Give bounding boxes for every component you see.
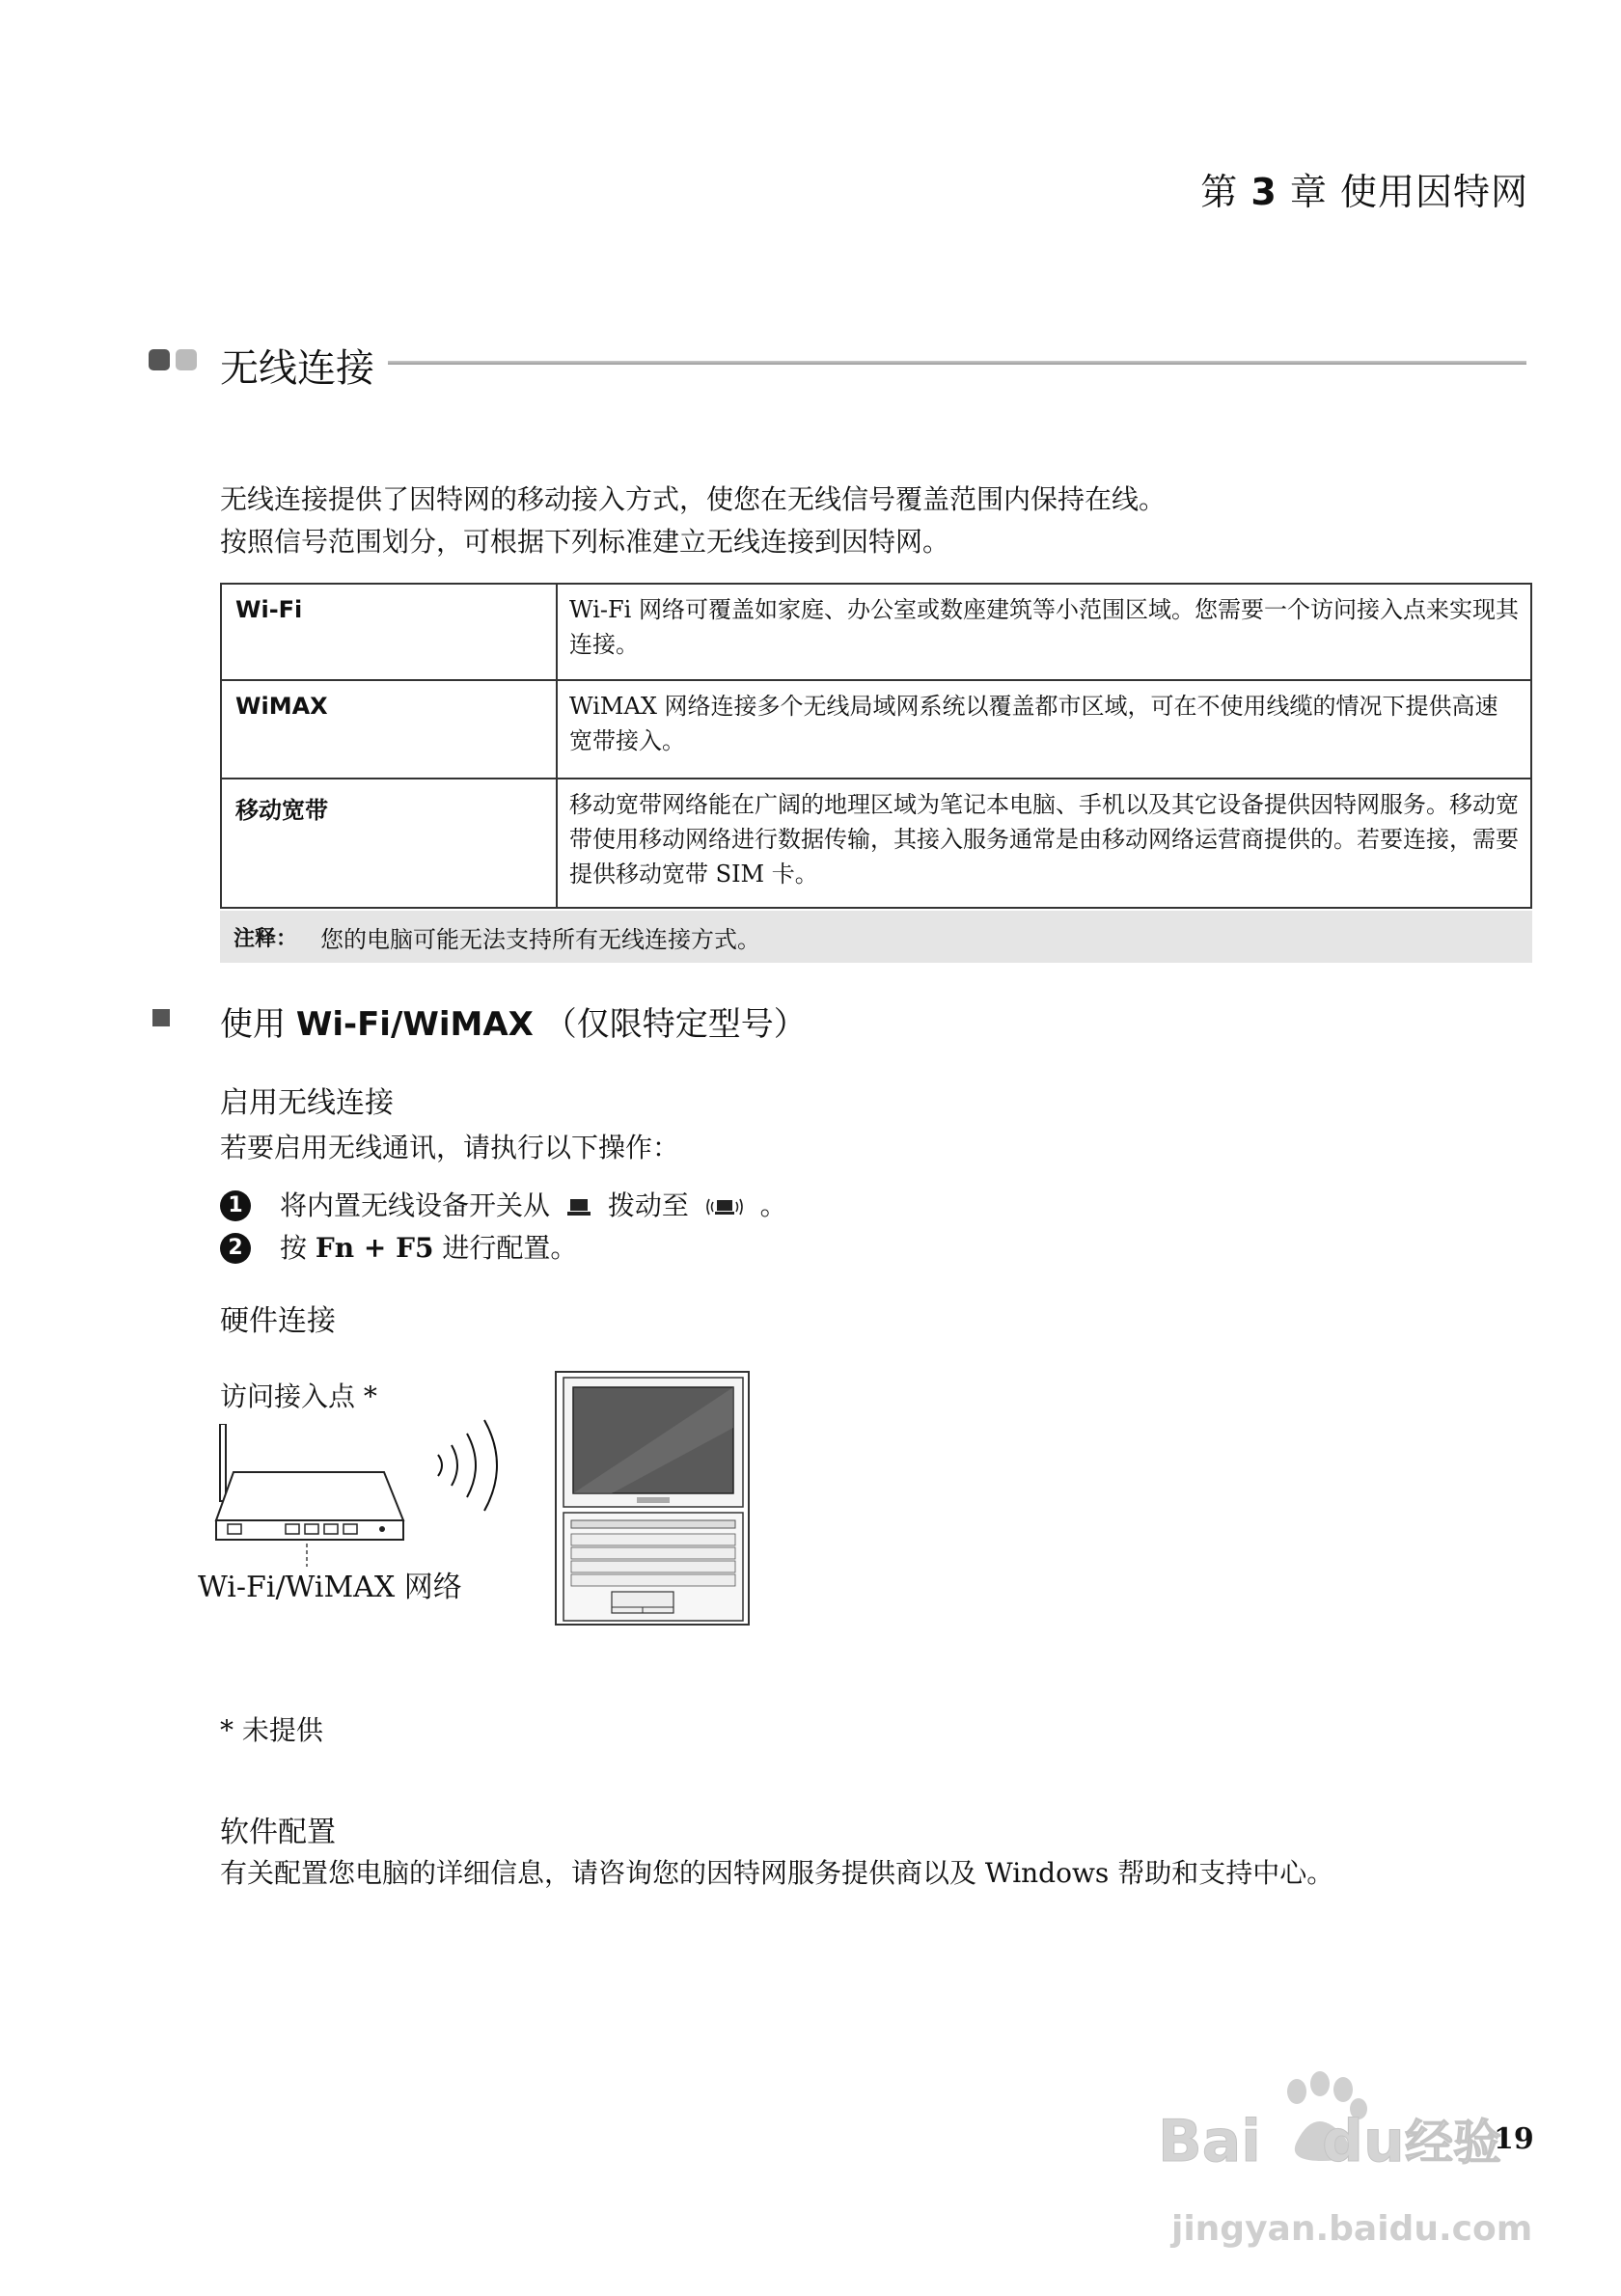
software-description: 有关配置您电脑的详细信息，请咨询您的因特网服务提供商以及 Windows 帮助和支持中心。 xyxy=(220,1857,1334,1889)
note-box xyxy=(220,911,1532,963)
laptop-illustration xyxy=(554,1370,753,1626)
laptop-off-icon xyxy=(564,1196,593,1219)
section-heading xyxy=(145,338,1526,391)
subsection-heading xyxy=(220,998,807,1045)
enable-description: 若要启用无线通讯，请执行以下操作： xyxy=(220,1132,680,1163)
subsection-suffix: （仅限特定型号） xyxy=(543,1005,807,1044)
step-number: 2 xyxy=(220,1233,251,1264)
chapter-header xyxy=(1200,162,1528,215)
step-2-before: 按 xyxy=(280,1232,308,1264)
table-row xyxy=(221,584,1531,680)
footnote: * 未提供 xyxy=(220,1714,323,1746)
section-title: 无线连接 xyxy=(220,346,374,391)
svg-text:经验: 经验 xyxy=(1405,2115,1501,2171)
chapter-title: 章 使用因特网 xyxy=(1289,171,1528,213)
page-number: 19 xyxy=(1494,2122,1534,2156)
step-1-before: 将内置无线设备开关从 xyxy=(280,1189,551,1221)
table-row xyxy=(221,680,1531,779)
table-key: 移动宽带 xyxy=(221,779,557,908)
enable-heading: 启用无线连接 xyxy=(220,1086,394,1120)
step-2-after: 进行配置。 xyxy=(442,1232,578,1264)
subsection-name: Wi-Fi/WiMAX xyxy=(295,1005,534,1044)
table-key: WiMAX xyxy=(221,680,557,779)
intro-line-2: 按照信号范围划分，可根据下列标准建立无线连接到因特网。 xyxy=(220,526,950,558)
connection-types-table xyxy=(220,583,1532,909)
chapter-prefix: 第 xyxy=(1200,171,1239,213)
watermark-url: jingyan.baidu.com xyxy=(1171,2209,1533,2249)
note-label: 注释： xyxy=(234,927,298,951)
step-number: 1 xyxy=(220,1190,251,1221)
table-value: 移动宽带网络能在广阔的地理区域为笔记本电脑、手机以及其它设备提供因特网服务。移动宽带使用移动网络进行数据传输，其接入服务通常是由移动网络运营商提供的。若要连接，需要提供移动宽带 SIM 卡。 xyxy=(557,779,1531,908)
software-heading: 软件配置 xyxy=(220,1816,336,1849)
access-point-label: 访问接入点 * xyxy=(220,1380,377,1412)
wireless-signal-icon xyxy=(425,1412,521,1518)
svg-text:Bai: Bai xyxy=(1158,2108,1261,2175)
table-key: Wi-Fi xyxy=(221,584,557,680)
step-2-keys: Fn + F5 xyxy=(315,1232,434,1264)
laptop-wireless-on-icon xyxy=(703,1195,746,1220)
baidu-jingyan-watermark xyxy=(1152,2064,1533,2249)
network-label: Wi-Fi/WiMAX 网络 xyxy=(198,1571,462,1604)
note-text: 您的电脑可能无法支持所有无线连接方式。 xyxy=(320,926,760,953)
subsection-bullet xyxy=(152,1009,170,1026)
step-1-text xyxy=(280,1185,787,1227)
table-value: WiMAX 网络连接多个无线局域网系统以覆盖都市区域，可在不使用线缆的情况下提供高速宽带接入。 xyxy=(557,680,1531,779)
table-row xyxy=(221,779,1531,908)
section-marker-dark xyxy=(149,349,170,370)
section-rule xyxy=(388,361,1526,365)
subsection-prefix: 使用 xyxy=(220,1005,286,1044)
hardware-heading: 硬件连接 xyxy=(220,1304,336,1338)
chapter-number: 3 xyxy=(1250,171,1278,213)
step-2-text xyxy=(280,1227,577,1270)
table-value: Wi-Fi 网络可覆盖如家庭、办公室或数座建筑等小范围区域。您需要一个访问接入点来实现其连接。 xyxy=(557,584,1531,680)
router-illustration xyxy=(214,1424,407,1569)
step-1-after: 。 xyxy=(759,1189,787,1221)
svg-text:du: du xyxy=(1322,2108,1405,2175)
step-1-middle: 拨动至 xyxy=(607,1189,689,1221)
intro-line-1: 无线连接提供了因特网的移动接入方式，使您在无线信号覆盖范围内保持在线。 xyxy=(220,483,1167,515)
section-marker-light xyxy=(176,349,197,370)
baidu-paw-logo xyxy=(1152,2064,1519,2209)
